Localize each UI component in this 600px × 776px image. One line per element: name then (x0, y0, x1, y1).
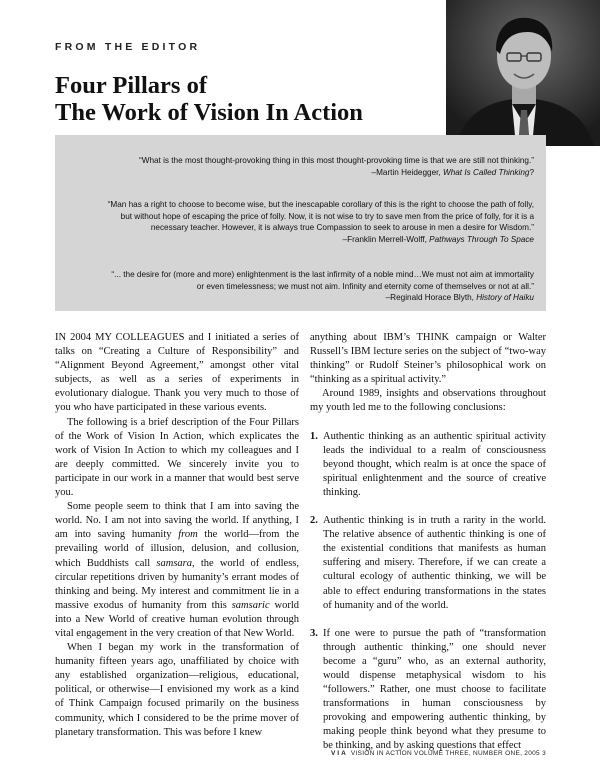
footer-brand: VIA (330, 750, 348, 757)
article-left-column (55, 331, 299, 740)
item-text: If one were to pursue the path of “transformation through authentic thinking,” one should never become a “guru” who, as an external authority, would dispense metaphysical wisdom to his “followers.” Rather, one must choose to facilitate transformations in human consciousness by provoking and empowering authentic thinking, by making people think beyond what they presume to be thinking, and by asking questions that effect (323, 627, 546, 752)
editor-portrait (446, 0, 600, 146)
item-text: Authentic thinking as an authentic spiritual activity leads the individual to a realm of consciousness beyond thought, which realm is at once the space of spiritual enlightenment and the source of creative thinking. (323, 430, 546, 498)
quote-line: “What is the most thought-provoking thing in this most thought-provoking time is that we are still not thinking.” (138, 156, 534, 165)
quote-attribution: –Franklin Merrell-Wolff, Pathways Through To Space (342, 234, 534, 244)
page-footer (331, 750, 546, 757)
item-number: 2. (310, 515, 318, 527)
numbered-item (310, 514, 546, 613)
paragraph: Around 1989, insights and observations throughout my youth led me to the following conclusions: (310, 388, 546, 414)
title-line-1: Four Pillars of (55, 72, 207, 99)
article-right-column (310, 331, 546, 754)
footer-text: VISION IN ACTION VOLUME THREE, NUMBER ONE, 2005 3 (350, 750, 546, 757)
quote-attribution: –Martin Heidegger, What Is Called Thinking? (371, 167, 534, 177)
page-title (55, 72, 363, 126)
epigraph-quotes-box (55, 135, 546, 311)
item-number: 3. (310, 627, 318, 639)
quote-line: “... the desire for (more and more) enlightenment is the last infirmity of a noble mind…We must not aim at immortality (111, 270, 534, 279)
numbered-item (310, 627, 546, 754)
paragraph: Some people seem to think that I am into saving the world. No. I am not into saving the world. If anything, I am into saving humanity from the world—from the prevailing world of illusion, delusion, and collusion, which Buddhists call samsara, the world of endless, circular repetitions driven by humanity’s errant modes of thinking and being. My interest and commitment lie in a massive exodus of humanity from this samsaric world into a New World of creative human evolution through vital engagement in the very creation of that New World. (55, 501, 299, 639)
quote-heidegger (139, 155, 534, 178)
paragraph: The following is a brief description of the Four Pillars of the Work of Vision In Action, which explicates the work of Vision In Action to which my colleagues and I are deeply committed. We sincerely invite you to participate in our work in a manner that would best serve you. (55, 416, 299, 499)
paragraph: anything about IBM’s THINK campaign or Walter Russell’s IBM lecture series on the subject of “two-way thinking” or Rudolf Steiner’s philosophical work on “thinking as a spiritual activity.” (310, 332, 546, 386)
quote-line: but without hope of escaping the price of folly. Now, it is not wise to try to save men from the price of folly, for it is a (120, 211, 534, 221)
item-text: Authentic thinking is in truth a rarity in the world. The relative absence of authentic thinking is one of the existential conditions that manifests as human suffering and misery. Therefore, if we can create a cultural ecology of authentic thinking, we will be able to effect enduring transformations in the states of humanity and of the world. (323, 515, 546, 611)
quote-blyth (111, 269, 534, 304)
editor-portrait-illustration (446, 0, 600, 146)
quote-line: or even timelessness; we must not aim. Infinity and eternity come of themselves or not at all.” (196, 281, 534, 291)
quote-merrell-wolff (108, 199, 534, 245)
section-kicker: FROM THE EDITOR (55, 41, 201, 53)
paragraph: When I began my work in the transformation of humanity fifteen years ago, unaffiliated by choice with any established organization—religious, educational, political, or otherwise—I envisioned my work as a kind of Think Campaign focused primarily on the business community, which I considered to be the prime mover of planetary transformation. This was before I knew (55, 642, 299, 738)
quote-line: necessary teacher. However, it is always true Compassion to seek to arouse in men a desire for Wisdom.” (150, 223, 534, 233)
numbered-item (310, 430, 546, 500)
quote-attribution: –Reginald Horace Blyth, History of Haiku (385, 293, 534, 303)
item-number: 1. (310, 430, 318, 442)
quote-line: “Man has a right to choose to become wise, but the inescapable corollary of this is the right to choose the path of folly, (107, 200, 534, 209)
title-line-2: The Work of Vision In Action (55, 99, 363, 126)
paragraph: IN 2004 MY COLLEAGUES and I initiated a series of talks on “Creating a Culture of Responsibility” and “Alignment Beyond Agreement,” amongst other vital subjects, as well as a series of experiments in evolutionary dialogue. Thank you very much to those of you who have participated in these various events. (55, 332, 299, 414)
